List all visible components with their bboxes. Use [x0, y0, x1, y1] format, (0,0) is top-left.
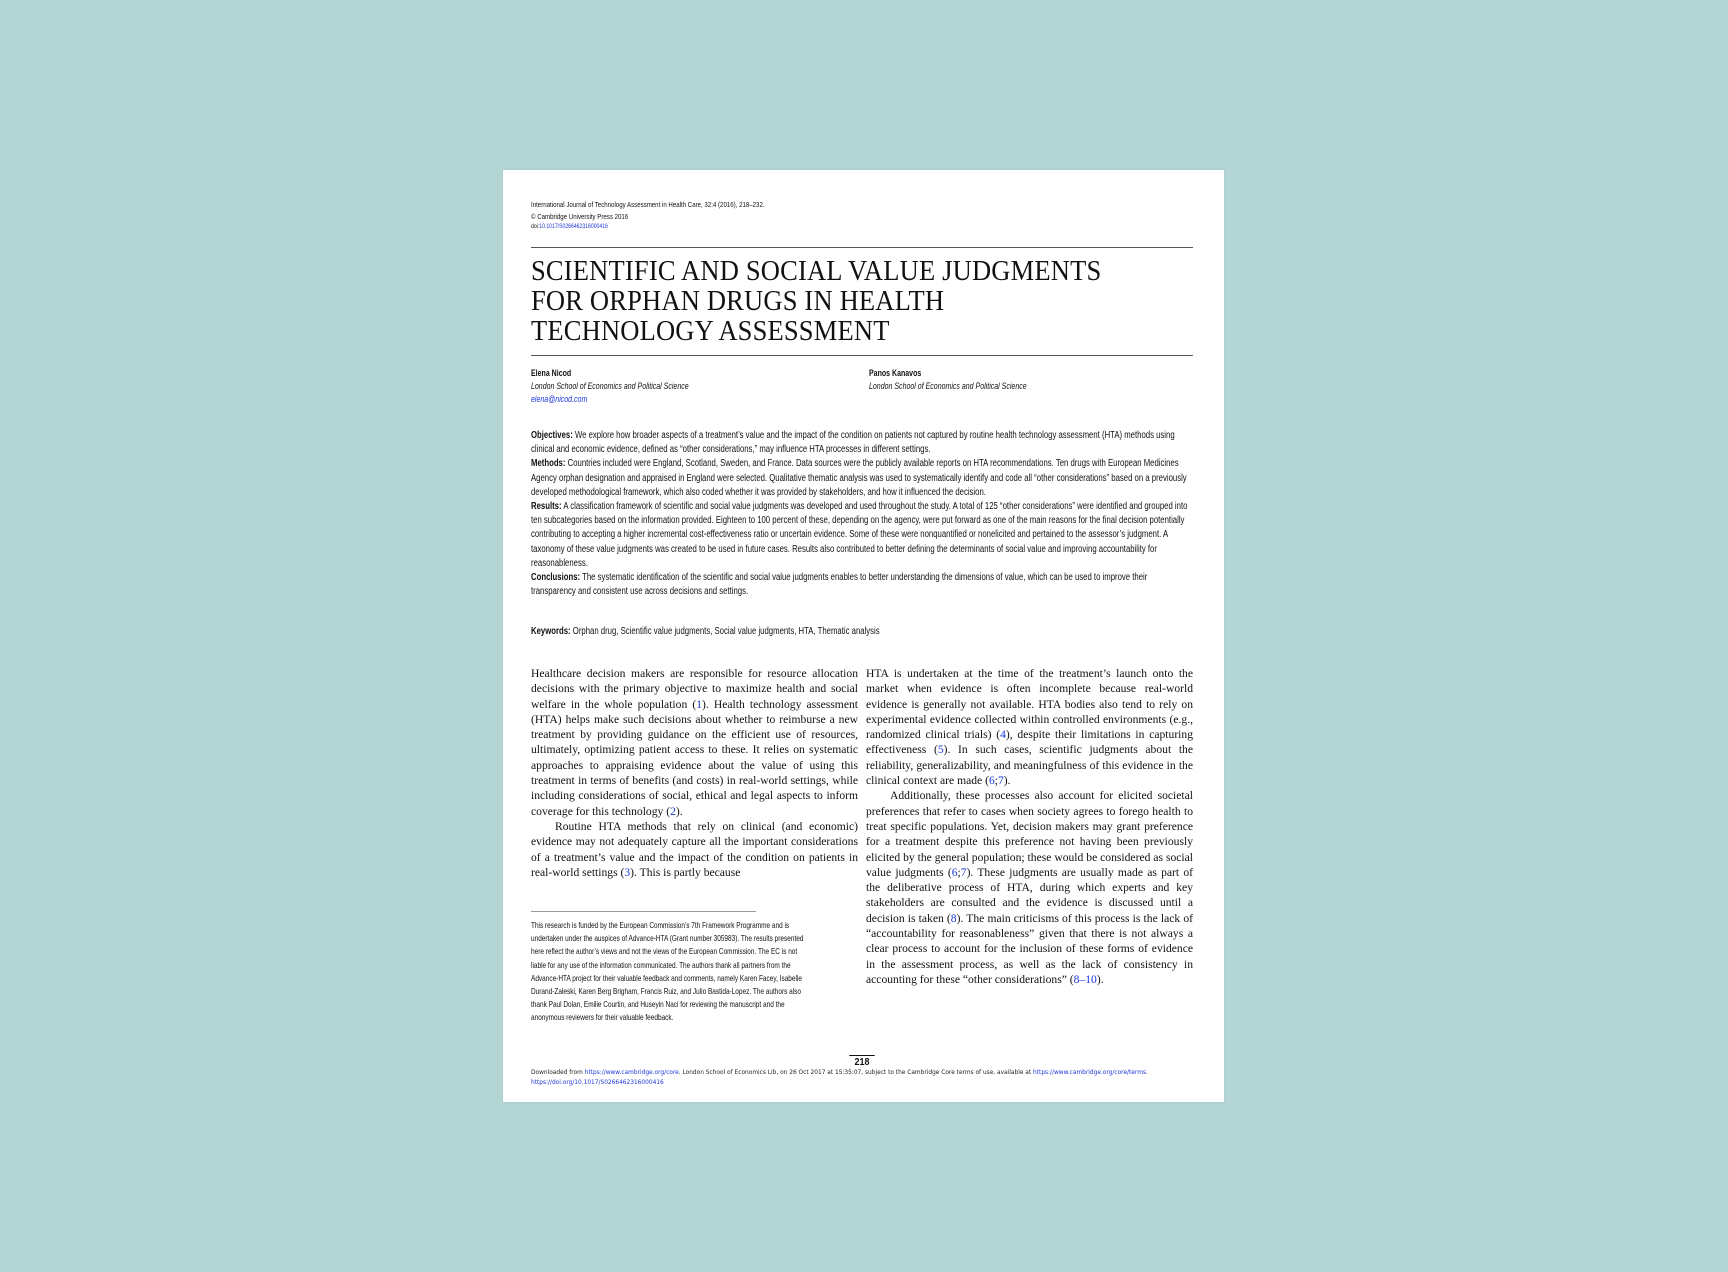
- citation-link[interactable]: 7: [998, 774, 1004, 788]
- title-bottom-rule: [531, 355, 1193, 356]
- doi-url-link[interactable]: https://doi.org/10.1017/S0266462316000416: [531, 1078, 664, 1086]
- paper-page: [503, 170, 1224, 1102]
- abstract-label: Conclusions:: [531, 572, 581, 584]
- body-paragraph: Additionally, these processes also account for elicited societal preferences that refer to cases when society agrees to forego health to treat specific populations. Yet, decision makers may grant preference for a treatment despite this preference not having been previously elicited by the general population; these would be considered as social value judgments (6;7). These judgments are usually made as part of the deliberative process of HTA, during which experts and key stakeholders are consulted and the evidence is discussed until a decision is taken (8). The main criticisms of this process is the lack of “accountability for reasonableness” given that there is not always a clear process to account for the inclusion of these forms of evidence in the assessment process, as well as the lack of consistency in accounting for these “other considerations” (8–10).: [866, 789, 1193, 986]
- abstract-text: The systematic identification of the scientific and social value judgments enables to better understanding the dimensions of value, which can be used to improve their transparency and consistent use across decisions and settings.: [531, 572, 1148, 598]
- abstract-methods: [531, 457, 1193, 500]
- body-paragraph: Routine HTA methods that rely on clinical (and economic) evidence may not adequately capture all the important considerations of a treatment’s value and the impact of the condition on patients in real-world settings (3). This is partly because: [531, 819, 858, 879]
- citation-link[interactable]: 8: [950, 911, 957, 925]
- abstract: [531, 429, 1193, 599]
- abstract-results: [531, 500, 1193, 571]
- doi-link[interactable]: 10.1017/S0266462316000416: [539, 224, 608, 230]
- author-name: Elena Nicod: [531, 368, 572, 378]
- doi-label: doi:: [531, 224, 540, 230]
- article-title: [531, 257, 1182, 347]
- keywords: [531, 625, 1193, 639]
- body-paragraph: Healthcare decision makers are responsible for resource allocation decisions with the primary objective to maximize health and social welfare in the whole population (1). Health technology assessment (HTA) helps make such decisions about whether to reimburse a new treatment by providing guidance on the efficient use of resources, ultimately, optimizing patient access to these. It relies on systematic approaches to appraising evidence about the value of using this treatment in terms of benefits (and costs) in real-world settings, while including considerations of social, ethical and legal aspects to inform coverage for this technology (2).: [531, 667, 858, 818]
- abstract-conclusions: [531, 571, 1193, 599]
- body-column-right: [866, 666, 1193, 987]
- journal-citation: International Journal of Technology Assessment in Health Care, 32:4 (2016), 218–232.: [531, 200, 765, 209]
- abstract-label: Results:: [531, 501, 562, 513]
- title-line: FOR ORPHAN DRUGS IN HEALTH: [531, 286, 945, 317]
- author-affiliation: London School of Economics and Political Science: [531, 381, 689, 391]
- funding-footnote: This research is funded by the European Commission’s 7th Framework Programme and is undertaken under the auspices of Advance-HTA (Grant number 305983). The results presented here reflect the author’s views and not the views of the European Commission. The EC is not liable for any use of the information communicated. The authors thank all partners from the Advance-HTA project for their valuable feedback and comments, namely Karen Facey, Isabelle Durand-Zaleski, Karen Berg Brigham, Francis Ruiz, and Julio Bastida-Lopez. The authors also thank Paul Dolan, Emilie Courtin, and Huseyin Naci for reviewing the manuscript and the anonymous reviewers for their valuable feedback.: [531, 920, 804, 1023]
- body-paragraph: HTA is undertaken at the time of the treatment’s launch onto the market when evidence is often incomplete because real-world evidence is generally not available. HTA bodies also tend to rely on experimental evidence collected within controlled environments (e.g., randomized clinical trials) (4), despite their limitations in capturing effectiveness (5). In such cases, scientific judgments about the reliability, generalizability, and meaningfulness of this evidence in the clinical context are made (6;7).: [866, 667, 1193, 788]
- page-number: 218: [849, 1055, 875, 1068]
- citation-link[interactable]: 8–10: [1073, 972, 1097, 986]
- citation-link[interactable]: 3: [624, 865, 631, 879]
- title-top-rule: [531, 247, 1193, 248]
- terms-link[interactable]: https://www.cambridge.org/core/terms: [1033, 1068, 1146, 1076]
- copyright: © Cambridge University Press 2016: [531, 211, 629, 221]
- abstract-label: Objectives:: [531, 430, 573, 441]
- download-notice: Downloaded from https://www.cambridge.org/core. London School of Economics Lib, on 26 Oct 2017 at 15:35:07, subject to the Cambridge Core terms of use, available at https://www.cambridge.org/core/terms. https://doi.org/10.1017/S0266462316000416: [531, 1068, 1148, 1086]
- keywords-label: Keywords:: [531, 626, 571, 637]
- abstract-text: We explore how broader aspects of a treatment’s value and the impact of the condition on patients not captured by routine health technology assessment (HTA) methods using clinical and economic evidence, defined as “other considerations,” may influence HTA processes in different settings.: [531, 430, 1175, 456]
- abstract-text: Countries included were England, Scotland, Sweden, and France. Data sources were the publicly available reports on HTA recommendations. Ten drugs with European Medicines Agency orphan designation and appraised in England were selected. Qualitative thematic analysis was used to systematically identify and code all “other considerations” based on a previously developed methodological framework, which also coded whether it was provided by stakeholders, and how it influenced the decision.: [531, 458, 1187, 498]
- abstract-objectives: [531, 429, 1193, 457]
- citation-link[interactable]: 6: [951, 865, 958, 879]
- title-line: TECHNOLOGY ASSESSMENT: [531, 316, 890, 347]
- citation-link[interactable]: 5: [937, 743, 944, 757]
- footnote-rule: [531, 911, 756, 912]
- abstract-label: Methods:: [531, 458, 566, 470]
- keywords-text: Orphan drug, Scientific value judgments, Social value judgments, HTA, Thematic analysis: [572, 626, 880, 637]
- abstract-text: A classification framework of scientific and social value judgments was developed and used throughout the study. A total of 125 “other considerations” were identified and grouped into ten subcategories based on the information provided. Eighteen to 100 percent of these, depending on the agency, were put forward as one of the main reasons for the final decision potentially contributing to accepting a higher incremental cost-effectiveness ratio or uncertain evidence. Some of these were nonquantified or nonelicited and pertained to the assessor’s judgment. A taxonomy of these value judgments was created to be used in future cases. Results also contributed to better defining the determinants of social value and improving accountability for reasonableness.: [531, 501, 1188, 569]
- cambridge-core-link[interactable]: https://www.cambridge.org/core: [584, 1068, 679, 1076]
- author-block: [869, 367, 1027, 393]
- journal-header: [531, 199, 956, 234]
- citation-link[interactable]: 7: [960, 865, 967, 879]
- citation-link[interactable]: 6: [988, 774, 995, 788]
- citation-link[interactable]: 4: [1000, 728, 1006, 742]
- citation-link[interactable]: 2: [670, 804, 676, 818]
- doi-line: [531, 222, 956, 234]
- body-column-left: [531, 666, 858, 880]
- author-block: [531, 367, 689, 406]
- title-line: SCIENTIFIC AND SOCIAL VALUE JUDGMENTS: [531, 256, 1102, 287]
- author-name: Panos Kanavos: [869, 368, 922, 378]
- citation-link[interactable]: 1: [696, 697, 702, 711]
- author-email-link[interactable]: elena@nicod.com: [531, 394, 588, 404]
- author-affiliation: London School of Economics and Political Science: [869, 381, 1027, 391]
